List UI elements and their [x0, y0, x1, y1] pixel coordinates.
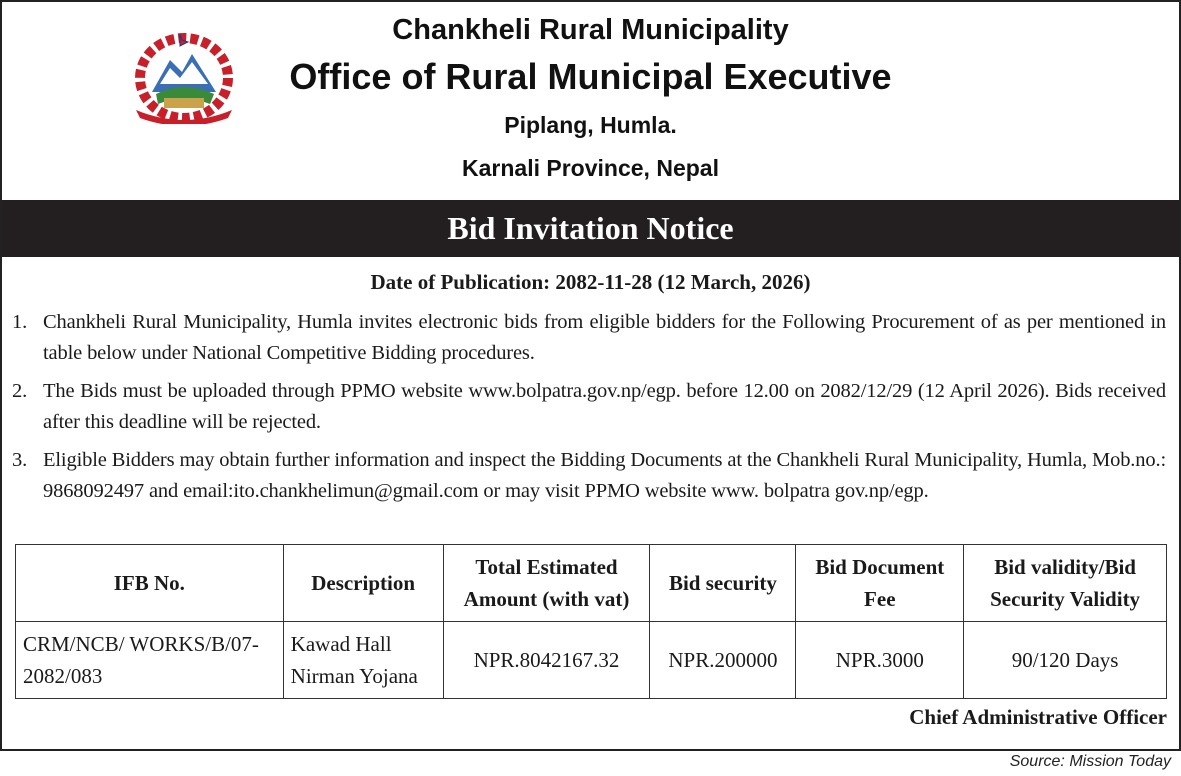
item-number: 3.	[12, 449, 28, 471]
header-bid-validity: Bid validity/Bid Security Validity	[964, 545, 1167, 622]
cell-description: Kawad Hall Nirman Yojana	[283, 622, 443, 699]
office-province: Karnali Province, Nepal	[462, 155, 719, 181]
header-description: Description	[283, 545, 443, 622]
item-text: Chankheli Rural Municipality, Humla invites electronic bids from eligible bidders for the Following Procurement of as per mentioned in table below under National Competitive Bidding procedures.	[43, 311, 1166, 364]
header-total-estimated-amount: Total Estimated Amount (with vat)	[443, 545, 650, 622]
table-header-row	[16, 545, 1167, 622]
notice-items	[12, 307, 1166, 514]
office-name: Office of Rural Municipal Executive	[289, 56, 892, 97]
cell-bid-validity: 90/120 Days	[964, 622, 1167, 699]
notice-item	[12, 376, 1166, 438]
item-number: 2.	[12, 380, 28, 402]
header-ifb-no: IFB No.	[16, 545, 284, 622]
item-number: 1.	[12, 311, 28, 333]
municipality-name: Chankheli Rural Municipality	[392, 14, 789, 46]
signatory: Chief Administrative Officer	[909, 705, 1167, 729]
cell-bid-security: NPR.200000	[650, 622, 796, 699]
notice-item	[12, 445, 1166, 507]
procurement-table	[15, 544, 1167, 699]
item-text: The Bids must be uploaded through PPMO website www.bolpatra.gov.np/egp. before 12.00 on 2082/12/29 (12 April 2026). Bids received after this deadline will be rejected.	[43, 380, 1166, 433]
notice-item	[12, 307, 1166, 369]
table-row	[16, 622, 1167, 699]
publication-date: Date of Publication: 2082-11-28 (12 March, 2026)	[370, 270, 811, 294]
header-bid-document-fee: Bid Document Fee	[796, 545, 964, 622]
office-address: Piplang, Humla.	[504, 112, 677, 138]
item-text: Eligible Bidders may obtain further information and inspect the Bidding Documents at the Chankheli Rural Municipality, Humla, Mob.no.: 9868092497 and email:ito.chankhelimun@gmail.com or may visit PPMO website www. bolpatra gov.np/egp.	[43, 449, 1166, 502]
notice-title: Bid Invitation Notice	[2, 200, 1179, 257]
cell-bid-document-fee: NPR.3000	[796, 622, 964, 699]
source-credit: Source: Mission Today	[1009, 753, 1171, 770]
header-bid-security: Bid security	[650, 545, 796, 622]
cell-total-estimated-amount: NPR.8042167.32	[443, 622, 650, 699]
cell-ifb-no: CRM/NCB/ WORKS/B/07-2082/083	[16, 622, 284, 699]
